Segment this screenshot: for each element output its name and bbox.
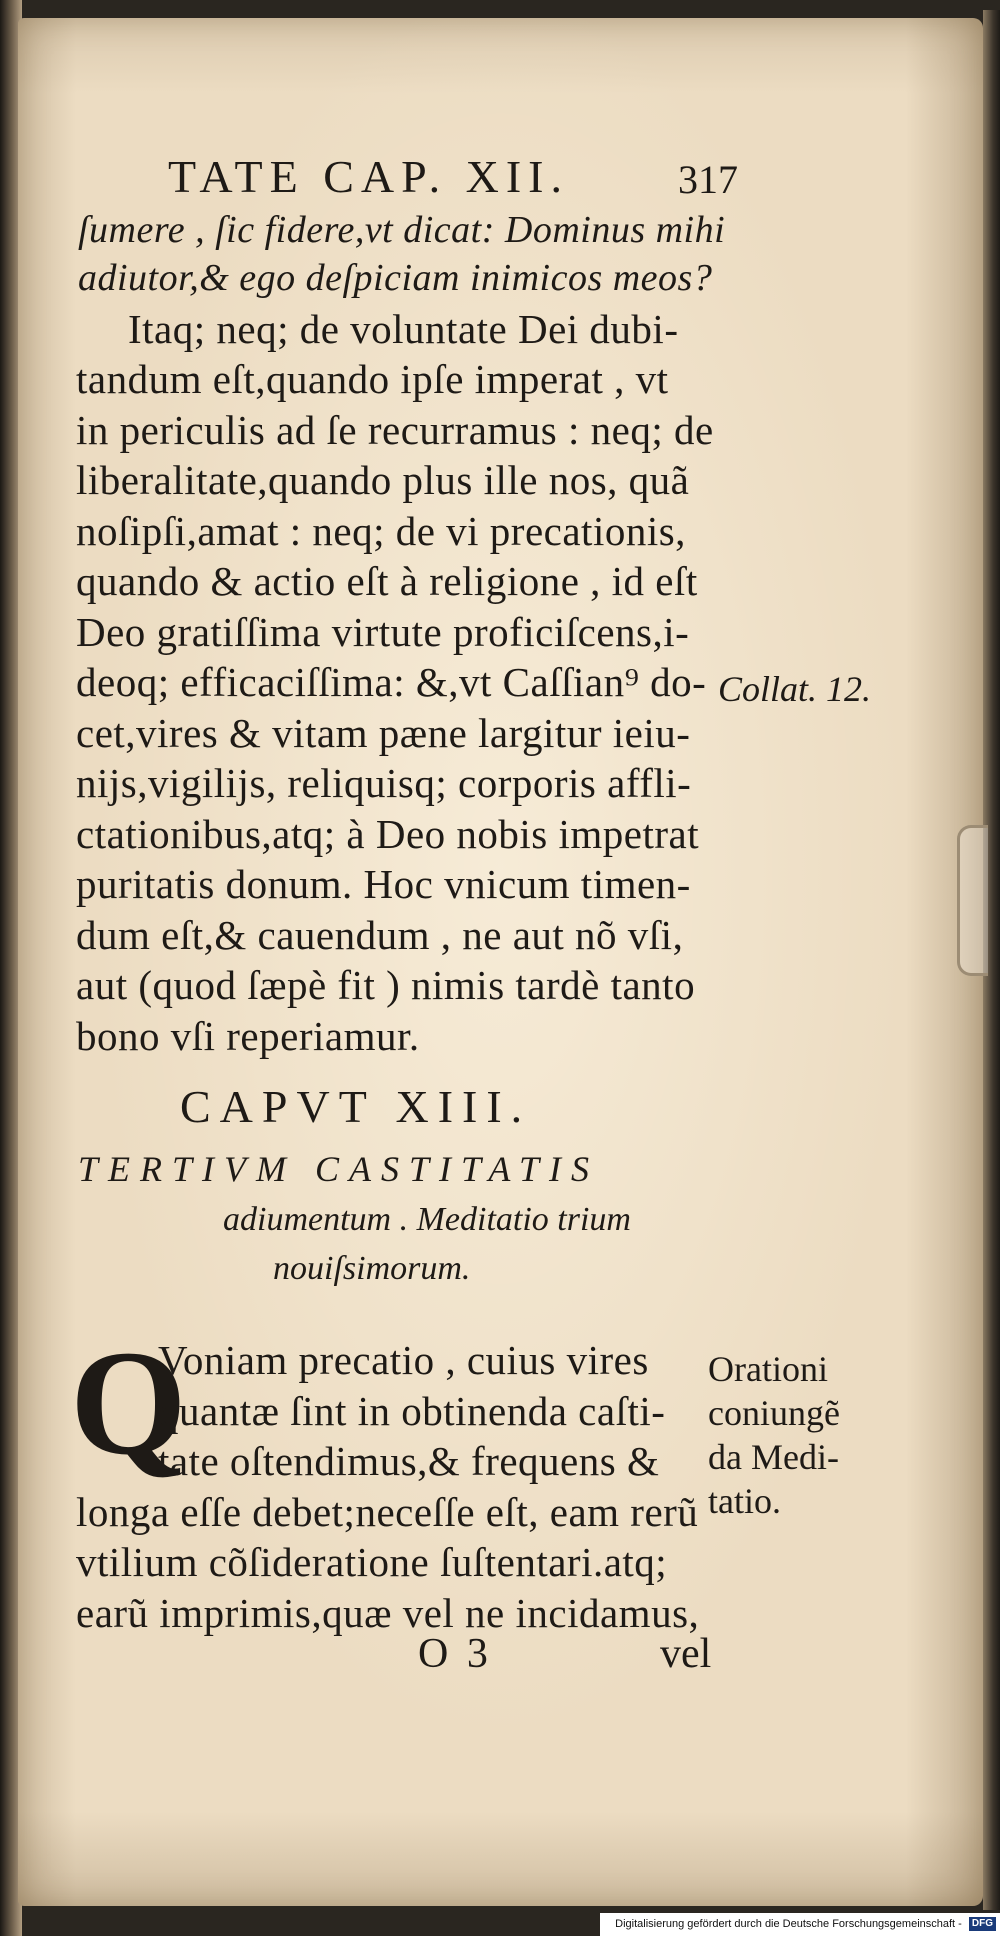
chapter-heading: CAPVT XIII. [180, 1081, 532, 1132]
body-line: in periculis ad ſe recurramus : neq; de [76, 407, 714, 453]
body-line: tate oſtendimus,& frequens & [158, 1438, 660, 1484]
body-line: longa eſſe debet;neceſſe eſt, eam rerũ [76, 1489, 699, 1535]
margin-note-line: tatio. [708, 1481, 781, 1521]
body-line: dum eſt,& cauendum , ne aut nõ vſi, [76, 912, 684, 958]
body-line: bono vſi reperiamur. [76, 1013, 420, 1059]
running-head: TATE CAP. XII. [168, 151, 569, 202]
body-line: nijs,vigilijs, reliquisq; corporis affli- [76, 760, 692, 806]
body-line: Deo gratiſſima virtute proficiſcens,i- [76, 609, 690, 655]
intro-line: ſumere , ſic fidere,vt dicat: Dominus mihi [78, 209, 726, 251]
intro-line: adiutor,& ego deſpiciam inimicos meos? [78, 257, 713, 299]
body-line: Itaq; neq; de voluntate Dei dubi- [128, 306, 679, 352]
chapter-subtitle: nouiſsimorum. [273, 1250, 471, 1287]
margin-note-collat: Collat. 12. [718, 669, 872, 709]
dfg-logo: DFG [969, 1917, 996, 1931]
body-line: ctationibus,atq; à Deo nobis impetrat [76, 811, 700, 857]
signature-mark: O 3 [418, 1631, 492, 1677]
body-line: puritatis donum. Hoc vnicum timen- [76, 861, 691, 907]
page-clip-mark [957, 825, 988, 976]
page-number: 317 [678, 157, 738, 202]
drop-cap-initial: Q [70, 1320, 187, 1486]
dfg-credit-text: Digitalisierung gefördert durch die Deutsche Forschungsgemeinschaft - [615, 1918, 962, 1930]
body-line: aut (quod ſæpè fit ) nimis tardè tanto [76, 962, 696, 1008]
chapter-subtitle: TERTIVM CASTITATIS [78, 1149, 600, 1189]
body-line: earũ imprimis,quæ vel ne incidamus, [76, 1590, 700, 1636]
dfg-credit-bar [600, 1913, 1000, 1936]
margin-note-line: coniungẽ [708, 1393, 840, 1433]
catchword: vel [660, 1631, 712, 1677]
margin-note-line: Orationi [708, 1349, 828, 1389]
body-line: noſipſi,amat : neq; de vi precationis, [76, 508, 686, 554]
book-page [18, 18, 983, 1906]
body-line: liberalitate,quando plus ille nos, quã [76, 457, 690, 503]
body-line: quantæ ſint in obtinenda caſti- [158, 1388, 666, 1434]
chapter-subtitle: adiumentum . Meditatio trium [223, 1201, 631, 1238]
body-line: cet,vires & vitam pæne largitur ieiu- [76, 710, 691, 756]
body-line: vtilium cõſideratione ſuſtentari.atq; [76, 1539, 668, 1585]
body-line: deoq; efficaciſſima: &,vt Caſſian⁹ do- [76, 659, 707, 705]
body-line: quando & actio eſt à religione , id eſt [76, 558, 698, 604]
body-line: Voniam precatio , cuius vires [158, 1337, 649, 1383]
body-line: tandum eſt,quando ipſe imperat , vt [76, 356, 669, 402]
margin-note-line: da Medi- [708, 1437, 839, 1477]
